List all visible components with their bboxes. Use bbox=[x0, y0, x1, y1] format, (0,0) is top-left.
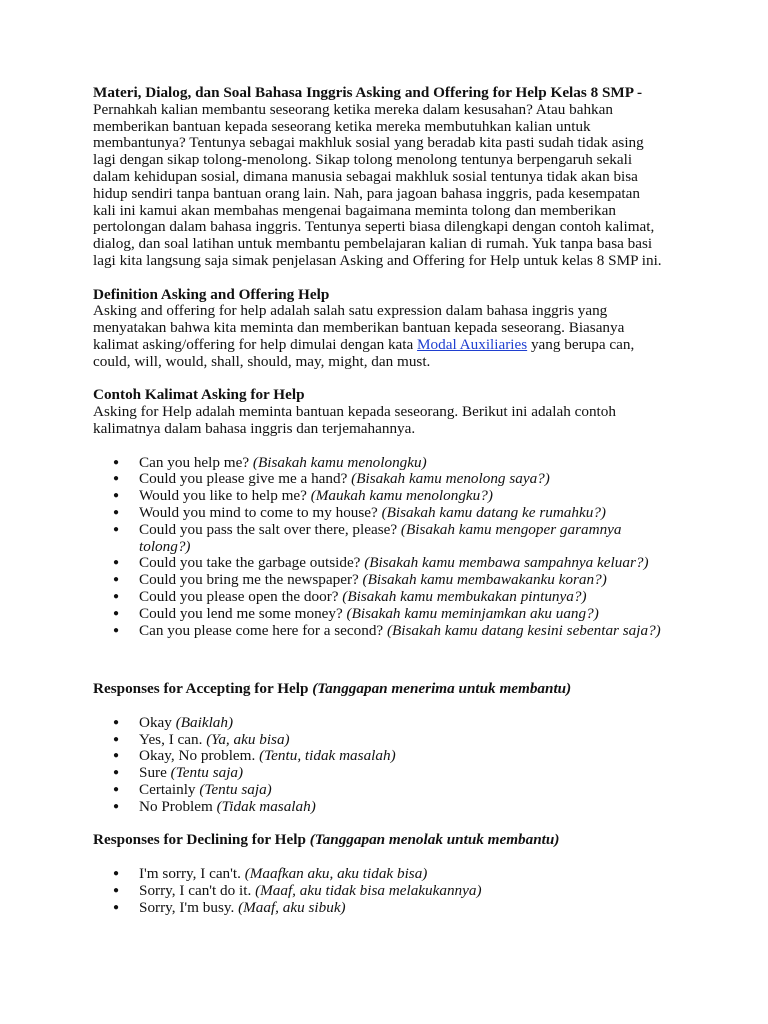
bullet-icon: ● bbox=[113, 733, 120, 745]
bullet-icon: ● bbox=[113, 557, 120, 569]
item-id: (Maafkan aku, aku tidak bisa) bbox=[244, 865, 428, 883]
intro-line: pertolongan dalam bahasa inggris. Tentunya seperti biasa dilengkapi dengan contoh kalimat, bbox=[93, 218, 655, 236]
item-en: Certainly bbox=[139, 781, 200, 799]
item-id: (Tentu saja) bbox=[199, 781, 272, 799]
list-item bbox=[93, 782, 693, 799]
item-id: (Tidak masalah) bbox=[216, 797, 316, 815]
definition-text: yang berupa can, bbox=[527, 335, 635, 353]
list-item bbox=[93, 715, 693, 732]
item-en: Sure bbox=[139, 764, 171, 782]
item-id: (Bisakah kamu datang ke rumahku?) bbox=[381, 503, 606, 521]
item-en: Sorry, I can't do it. bbox=[139, 881, 256, 899]
bullet-icon: ● bbox=[113, 506, 120, 518]
item-en: Can you please come here for a second? bbox=[139, 621, 387, 639]
item-en: Could you bring me the newspaper? bbox=[139, 571, 363, 589]
item-en: Could you please open the door? bbox=[139, 587, 343, 605]
item-id: (Bisakah kamu membukakan pintunya?) bbox=[342, 587, 587, 605]
intro-line: lagi kita langsung saja simak penjelasan Asking and Offering for Help untuk kelas 8 SMP ini. bbox=[93, 251, 662, 269]
item-id: (Maaf, aku tidak bisa melakukannya) bbox=[255, 881, 482, 899]
bullet-icon: ● bbox=[113, 624, 120, 636]
item-en: Yes, I can. bbox=[139, 730, 207, 748]
list-item bbox=[93, 748, 693, 765]
definition-line: menyatakan bahwa kita meminta dan memberikan bantuan kepada seseorang. Biasanya bbox=[93, 319, 625, 337]
bullet-icon: ● bbox=[113, 784, 120, 796]
declining-heading-id: (Tanggapan menolak untuk membantu) bbox=[309, 831, 560, 849]
list-item bbox=[93, 866, 693, 883]
intro-line: hidup sendiri tanpa bantuan orang lain. Nah, para jagoan bahasa inggris, pada kesempatan bbox=[93, 184, 640, 202]
bullet-icon: ● bbox=[113, 490, 120, 502]
list-item bbox=[93, 488, 693, 505]
item-id: (Tentu, tidak masalah) bbox=[259, 747, 396, 765]
list-item bbox=[93, 471, 693, 488]
item-id: (Bisakah kamu membawakanku koran?) bbox=[362, 571, 607, 589]
item-id: (Bisakah kamu meminjamkan aku uang?) bbox=[346, 604, 599, 622]
bullet-icon: ● bbox=[113, 473, 120, 485]
asking-line: kalimatnya dalam bahasa inggris dan terjemahannya. bbox=[93, 419, 416, 437]
list-item bbox=[93, 623, 693, 640]
list-item bbox=[93, 606, 693, 623]
bullet-icon: ● bbox=[113, 901, 120, 913]
list-item bbox=[93, 505, 693, 522]
item-en: Could you please give me a hand? bbox=[139, 470, 352, 488]
item-en: No Problem bbox=[139, 797, 217, 815]
modal-auxiliaries-link[interactable]: Modal Auxiliaries bbox=[417, 335, 528, 353]
item-id: (Maukah kamu menolongku?) bbox=[310, 487, 493, 505]
item-id: (Maaf, aku sibuk) bbox=[238, 898, 346, 916]
item-id: (Baiklah) bbox=[175, 713, 234, 731]
document-page bbox=[93, 85, 693, 916]
item-en: Could you lend me some money? bbox=[139, 604, 347, 622]
intro-line: membantunya? Tentunya sebagai makhluk sosial yang beradab kita pasti sudah tidak asing bbox=[93, 134, 644, 152]
intro-line: dalam kehidupan sosial, dimana manusia sebagai makhluk sosial tentunya tidak akan bisa bbox=[93, 167, 638, 185]
item-en: Sorry, I'm busy. bbox=[139, 898, 239, 916]
item-en: Can you help me? bbox=[139, 453, 253, 471]
bullet-icon: ● bbox=[113, 590, 120, 602]
list-item bbox=[93, 732, 693, 749]
asking-list bbox=[93, 455, 693, 640]
declining-heading bbox=[93, 832, 693, 849]
bullet-icon: ● bbox=[113, 767, 120, 779]
bullet-icon: ● bbox=[113, 868, 120, 880]
bullet-icon: ● bbox=[113, 574, 120, 586]
intro-line: memberikan bantuan kepada seseorang ketika mereka membutuhkan kalian untuk bbox=[93, 117, 591, 135]
item-id: (Bisakah kamu membawa sampahnya keluar?) bbox=[364, 554, 649, 572]
definition-line: could, will, would, shall, should, may, might, dan must. bbox=[93, 352, 431, 370]
accepting-heading bbox=[93, 681, 693, 698]
item-id: (Bisakah kamu menolongku) bbox=[252, 453, 427, 471]
item-id: (Bisakah kamu mengoper garamnya bbox=[400, 520, 622, 538]
item-en: Would you mind to come to my house? bbox=[139, 503, 382, 521]
accepting-heading-id: (Tanggapan menerima untuk membantu) bbox=[312, 680, 572, 698]
bullet-icon: ● bbox=[113, 456, 120, 468]
item-id: (Bisakah kamu menolong saya?) bbox=[351, 470, 550, 488]
intro-line: Pernahkah kalian membantu seseorang ketika mereka dalam kesusahan? Atau bahkan bbox=[93, 100, 613, 118]
accepting-list bbox=[93, 715, 693, 816]
item-id-continued: tolong?) bbox=[139, 537, 191, 555]
item-en: Okay bbox=[139, 713, 176, 731]
definition-heading: Definition Asking and Offering Help bbox=[93, 285, 330, 303]
item-en: Could you pass the salt over there, please? bbox=[139, 520, 401, 538]
bullet-icon: ● bbox=[113, 884, 120, 896]
declining-heading-en: Responses for Declining for Help bbox=[93, 831, 310, 849]
intro-line: dialog, dan soal latihan untuk membantu pembelajaran kalian di rumah. Yuk tanpa basa basi bbox=[93, 235, 653, 253]
item-en: I'm sorry, I can't. bbox=[139, 865, 245, 883]
bullet-icon: ● bbox=[113, 607, 120, 619]
list-item bbox=[93, 589, 693, 606]
list-item bbox=[93, 522, 693, 556]
item-en: Okay, No problem. bbox=[139, 747, 260, 765]
asking-line: Asking for Help adalah meminta bantuan kepada seseorang. Berikut ini adalah contoh bbox=[93, 403, 616, 421]
item-en: Could you take the garbage outside? bbox=[139, 554, 365, 572]
list-item bbox=[93, 572, 693, 589]
bullet-icon: ● bbox=[113, 716, 120, 728]
list-item bbox=[93, 765, 693, 782]
accepting-heading-en: Responses for Accepting for Help bbox=[93, 680, 313, 698]
list-item bbox=[93, 900, 693, 917]
list-item bbox=[93, 555, 693, 572]
item-id: (Ya, aku bisa) bbox=[206, 730, 290, 748]
item-en: Would you like to help me? bbox=[139, 487, 311, 505]
list-item bbox=[93, 799, 693, 816]
intro-line: kali ini kamui akan membahas mengenai bagaimana meminta tolong dan memberikan bbox=[93, 201, 616, 219]
list-item bbox=[93, 883, 693, 900]
definition-text: kalimat asking/offering for help dimulai dengan kata bbox=[93, 335, 418, 353]
definition-line bbox=[93, 337, 693, 354]
bullet-icon: ● bbox=[113, 800, 120, 812]
bullet-icon: ● bbox=[113, 523, 120, 535]
asking-heading: Contoh Kalimat Asking for Help bbox=[93, 386, 305, 404]
definition-line: Asking and offering for help adalah salah satu expression dalam bahasa inggris yang bbox=[93, 302, 608, 320]
item-id: (Bisakah kamu datang kesini sebentar saja?) bbox=[386, 621, 661, 639]
list-item bbox=[93, 455, 693, 472]
item-id: (Tentu saja) bbox=[170, 764, 244, 782]
declining-list bbox=[93, 866, 693, 916]
bullet-icon: ● bbox=[113, 750, 120, 762]
intro-title: Materi, Dialog, dan Soal Bahasa Inggris Asking and Offering for Help Kelas 8 SMP - bbox=[93, 84, 643, 101]
intro-line: lagi dengan sikap tolong-menolong. Sikap tolong menolong tentunya berpengaruh sekali bbox=[93, 151, 633, 169]
